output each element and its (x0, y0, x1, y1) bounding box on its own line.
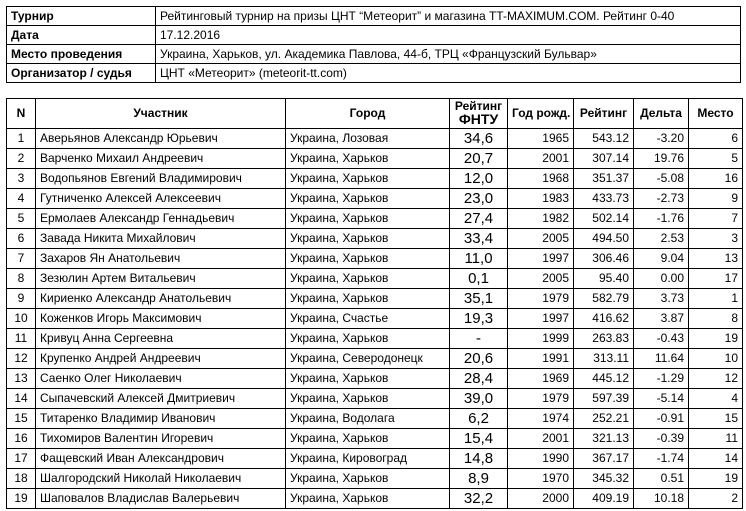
cell-fntu-rating: - (450, 329, 508, 349)
cell-fntu-rating: 12,0 (450, 169, 508, 189)
cell-participant: Кривуц Анна Сергеевна (36, 329, 286, 349)
cell-delta: 9.04 (634, 249, 689, 269)
cell-participant: Крупенко Андрей Андреевич (36, 349, 286, 369)
cell-place: 10 (689, 349, 743, 369)
organizer-label: Организатор / судья (7, 64, 156, 83)
cell-delta: 3.87 (634, 309, 689, 329)
cell-birth-year: 2001 (508, 429, 574, 449)
info-row-tournament (7, 7, 741, 26)
cell-place: 2 (689, 489, 743, 509)
cell-delta: 0.51 (634, 469, 689, 489)
cell-n: 14 (7, 389, 36, 409)
cell-n: 18 (7, 469, 36, 489)
cell-participant: Шалгородский Николай Николаевич (36, 469, 286, 489)
table-row (7, 269, 743, 289)
cell-n: 4 (7, 189, 36, 209)
table-row (7, 249, 743, 269)
cell-rating: 597.39 (574, 389, 634, 409)
header-city: Город (286, 99, 450, 129)
cell-n: 1 (7, 129, 36, 149)
cell-city: Украина, Харьков (286, 189, 450, 209)
header-fntu-line1: Рейтинг (454, 99, 503, 113)
header-birth-year: Год рожд. (508, 99, 574, 129)
cell-place: 11 (689, 429, 743, 449)
cell-delta: -1.29 (634, 369, 689, 389)
cell-participant: Фащевский Иван Александрович (36, 449, 286, 469)
cell-n: 12 (7, 349, 36, 369)
cell-place: 9 (689, 189, 743, 209)
organizer-value: ЦНТ «Метеорит» (meteorit-tt.com) (156, 64, 741, 83)
cell-birth-year: 1974 (508, 409, 574, 429)
tournament-value: Рейтинговый турнир на призы ЦНТ “Метеорит” и магазина TT-MAXIMUM.COM. Рейтинг 0-40 (156, 7, 741, 26)
cell-birth-year: 2000 (508, 489, 574, 509)
cell-rating: 543.12 (574, 129, 634, 149)
cell-participant: Кириенко Александр Анатольевич (36, 289, 286, 309)
cell-participant: Варченко Михаил Андреевич (36, 149, 286, 169)
info-row-organizer (7, 64, 741, 83)
cell-delta: -1.74 (634, 449, 689, 469)
info-row-date (7, 26, 741, 45)
cell-n: 15 (7, 409, 36, 429)
table-row (7, 409, 743, 429)
cell-n: 9 (7, 289, 36, 309)
table-row (7, 149, 743, 169)
cell-fntu-rating: 20,7 (450, 149, 508, 169)
table-row (7, 129, 743, 149)
tournament-info-table (6, 6, 741, 83)
cell-rating: 263.83 (574, 329, 634, 349)
cell-participant: Саенко Олег Николаевич (36, 369, 286, 389)
table-row (7, 489, 743, 509)
cell-birth-year: 1983 (508, 189, 574, 209)
cell-participant: Шаповалов Владислав Валерьевич (36, 489, 286, 509)
cell-fntu-rating: 34,6 (450, 129, 508, 149)
cell-birth-year: 1968 (508, 169, 574, 189)
header-place: Место (689, 99, 743, 129)
cell-participant: Ермолаев Александр Геннадьевич (36, 209, 286, 229)
cell-city: Украина, Харьков (286, 369, 450, 389)
table-row (7, 229, 743, 249)
cell-delta: 3.73 (634, 289, 689, 309)
cell-participant: Сыпачевский Алексей Дмитриевич (36, 389, 286, 409)
cell-participant: Титаренко Владимир Иванович (36, 409, 286, 429)
header-participant: Участник (36, 99, 286, 129)
cell-place: 19 (689, 469, 743, 489)
cell-n: 3 (7, 169, 36, 189)
cell-participant: Гутниченко Алексей Алексеевич (36, 189, 286, 209)
cell-n: 13 (7, 369, 36, 389)
table-row (7, 429, 743, 449)
cell-fntu-rating: 39,0 (450, 389, 508, 409)
cell-place: 12 (689, 369, 743, 389)
cell-rating: 433.73 (574, 189, 634, 209)
cell-birth-year: 1997 (508, 249, 574, 269)
cell-participant: Коженков Игорь Максимович (36, 309, 286, 329)
venue-value: Украина, Харьков, ул. Академика Павлова, 44-б, ТРЦ «Французский Бульвар» (156, 45, 741, 64)
cell-participant: Завада Никита Михайлович (36, 229, 286, 249)
cell-rating: 409.19 (574, 489, 634, 509)
cell-city: Украина, Лозовая (286, 129, 450, 149)
header-n: N (7, 99, 36, 129)
cell-delta: -5.08 (634, 169, 689, 189)
cell-birth-year: 2001 (508, 149, 574, 169)
cell-birth-year: 2005 (508, 229, 574, 249)
cell-place: 19 (689, 329, 743, 349)
header-fntu-rating (450, 99, 508, 129)
cell-fntu-rating: 8,9 (450, 469, 508, 489)
cell-participant: Захаров Ян Анатольевич (36, 249, 286, 269)
cell-fntu-rating: 6,2 (450, 409, 508, 429)
cell-fntu-rating: 0,1 (450, 269, 508, 289)
date-label: Дата (7, 26, 156, 45)
cell-birth-year: 2005 (508, 269, 574, 289)
cell-rating: 321.13 (574, 429, 634, 449)
cell-participant: Водопьянов Евгений Владимирович (36, 169, 286, 189)
cell-place: 16 (689, 169, 743, 189)
cell-city: Украина, Харьков (286, 269, 450, 289)
cell-n: 11 (7, 329, 36, 349)
cell-rating: 445.12 (574, 369, 634, 389)
table-row (7, 329, 743, 349)
cell-place: 4 (689, 389, 743, 409)
cell-place: 1 (689, 289, 743, 309)
cell-fntu-rating: 19,3 (450, 309, 508, 329)
table-row (7, 449, 743, 469)
cell-place: 14 (689, 449, 743, 469)
cell-rating: 494.50 (574, 229, 634, 249)
cell-fntu-rating: 11,0 (450, 249, 508, 269)
cell-city: Украина, Счастье (286, 309, 450, 329)
cell-fntu-rating: 15,4 (450, 429, 508, 449)
cell-delta: -1.76 (634, 209, 689, 229)
table-row (7, 189, 743, 209)
info-row-venue (7, 45, 741, 64)
cell-city: Украина, Северодонецк (286, 349, 450, 369)
header-delta: Дельта (634, 99, 689, 129)
cell-place: 6 (689, 129, 743, 149)
cell-delta: -0.39 (634, 429, 689, 449)
cell-rating: 582.79 (574, 289, 634, 309)
cell-city: Украина, Харьков (286, 149, 450, 169)
cell-birth-year: 1969 (508, 369, 574, 389)
table-row (7, 309, 743, 329)
cell-birth-year: 1979 (508, 389, 574, 409)
cell-city: Украина, Харьков (286, 389, 450, 409)
cell-place: 17 (689, 269, 743, 289)
cell-birth-year: 1982 (508, 209, 574, 229)
table-row (7, 369, 743, 389)
table-row (7, 349, 743, 369)
venue-label: Место проведения (7, 45, 156, 64)
table-row (7, 209, 743, 229)
cell-birth-year: 1979 (508, 289, 574, 309)
cell-rating: 252.21 (574, 409, 634, 429)
cell-fntu-rating: 27,4 (450, 209, 508, 229)
cell-city: Украина, Харьков (286, 489, 450, 509)
header-fntu-line2: ФНТУ (458, 111, 499, 127)
cell-delta: 0.00 (634, 269, 689, 289)
cell-city: Украина, Харьков (286, 469, 450, 489)
cell-rating: 313.11 (574, 349, 634, 369)
cell-participant: Зезюлин Артем Витальевич (36, 269, 286, 289)
table-row (7, 169, 743, 189)
cell-n: 2 (7, 149, 36, 169)
cell-fntu-rating: 20,6 (450, 349, 508, 369)
cell-city: Украина, Харьков (286, 429, 450, 449)
cell-city: Украина, Водолага (286, 409, 450, 429)
cell-delta: 19.76 (634, 149, 689, 169)
cell-rating: 345.32 (574, 469, 634, 489)
cell-rating: 306.46 (574, 249, 634, 269)
cell-n: 7 (7, 249, 36, 269)
cell-birth-year: 1999 (508, 329, 574, 349)
cell-place: 13 (689, 249, 743, 269)
table-row (7, 389, 743, 409)
date-value: 17.12.2016 (156, 26, 741, 45)
cell-n: 10 (7, 309, 36, 329)
cell-city: Украина, Харьков (286, 209, 450, 229)
cell-rating: 95.40 (574, 269, 634, 289)
cell-delta: -3.20 (634, 129, 689, 149)
cell-n: 5 (7, 209, 36, 229)
cell-rating: 307.14 (574, 149, 634, 169)
cell-delta: 2.53 (634, 229, 689, 249)
cell-participant: Аверьянов Александр Юрьевич (36, 129, 286, 149)
cell-birth-year: 1970 (508, 469, 574, 489)
table-row (7, 469, 743, 489)
cell-delta: 11.64 (634, 349, 689, 369)
cell-n: 16 (7, 429, 36, 449)
cell-delta: -2.73 (634, 189, 689, 209)
cell-fntu-rating: 35,1 (450, 289, 508, 309)
cell-participant: Тихомиров Валентин Игоревич (36, 429, 286, 449)
cell-city: Украина, Харьков (286, 249, 450, 269)
results-table (6, 98, 743, 509)
header-rating: Рейтинг (574, 99, 634, 129)
cell-birth-year: 1965 (508, 129, 574, 149)
cell-birth-year: 1997 (508, 309, 574, 329)
cell-n: 17 (7, 449, 36, 469)
cell-city: Украина, Харьков (286, 229, 450, 249)
cell-delta: -0.91 (634, 409, 689, 429)
cell-rating: 502.14 (574, 209, 634, 229)
results-body (7, 129, 743, 509)
cell-city: Украина, Харьков (286, 169, 450, 189)
cell-fntu-rating: 32,2 (450, 489, 508, 509)
cell-fntu-rating: 14,8 (450, 449, 508, 469)
cell-delta: -5.14 (634, 389, 689, 409)
cell-city: Украина, Харьков (286, 329, 450, 349)
cell-delta: 10.18 (634, 489, 689, 509)
cell-n: 6 (7, 229, 36, 249)
table-row (7, 289, 743, 309)
cell-city: Украина, Кировоград (286, 449, 450, 469)
cell-birth-year: 1990 (508, 449, 574, 469)
cell-place: 7 (689, 209, 743, 229)
cell-n: 19 (7, 489, 36, 509)
tournament-label: Турнир (7, 7, 156, 26)
cell-n: 8 (7, 269, 36, 289)
cell-city: Украина, Харьков (286, 289, 450, 309)
cell-fntu-rating: 33,4 (450, 229, 508, 249)
cell-fntu-rating: 23,0 (450, 189, 508, 209)
cell-rating: 416.62 (574, 309, 634, 329)
cell-fntu-rating: 28,4 (450, 369, 508, 389)
cell-birth-year: 1991 (508, 349, 574, 369)
results-header-row (7, 99, 743, 129)
cell-place: 15 (689, 409, 743, 429)
cell-place: 3 (689, 229, 743, 249)
cell-place: 8 (689, 309, 743, 329)
cell-place: 5 (689, 149, 743, 169)
cell-rating: 351.37 (574, 169, 634, 189)
cell-delta: -0.43 (634, 329, 689, 349)
cell-rating: 367.17 (574, 449, 634, 469)
